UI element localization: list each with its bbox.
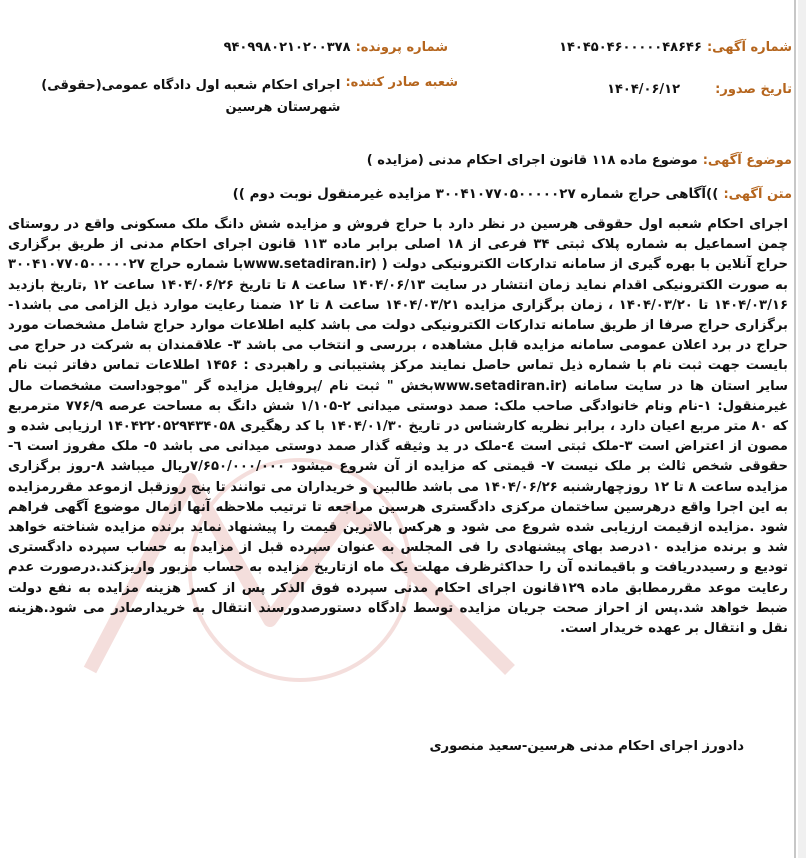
- vertical-scrollbar[interactable]: [798, 0, 806, 858]
- ad-text-heading-row: [233, 183, 792, 202]
- ad-number-value: ۱۴۰۴۵۰۴۶۰۰۰۰۰۴۸۶۴۶: [559, 40, 702, 55]
- issue-date-label: تاریخ صدور:: [715, 82, 792, 97]
- case-number-value: ۹۴۰۹۹۸۰۲۱۰۲۰۰۳۷۸: [223, 40, 351, 55]
- case-number-row: [224, 36, 448, 55]
- subject-row: [367, 149, 792, 168]
- subject-label: موضوع آگهی:: [702, 153, 792, 168]
- ad-number-label: شماره آگهی:: [706, 40, 792, 55]
- ad-number-row: [559, 36, 792, 55]
- issuer-row: [40, 75, 458, 119]
- ad-body-text: اجرای احکام شعبه اول حقوقی هرسین در نظر دارد با حراج فروش و مزایده شش دانگ ملک مسکونی واقع در روستای چمن اسماعیل به شماره پلاک ثبتی ۳۴ فرعی از ۱۸ اصلی برابر ماده ۱۱۳ قانون اجرای احکام مدنی از طریق برگزاری حراج آنلاین با بهره گیری از سامانه تدارکات الکترونیکی دولت ( (www.setadiran.irبا شماره حراج ۳۰۰۴۱۰۷۷۰۵۰۰۰۰۰۲۷ به صورت الکترونیکی اقدام نماید زمان انتشار در سایت ۱۴۰۴/۰۶/۱۳ ساعت ۸ تا تاریخ ۱۴۰۴/۰۶/۲۶ ساعت ۱۲ ,تاریخ بازدید ۱۴۰۴/۰۳/۱۶ تا ۱۴۰۴/۰۳/۲۰ ، زمان برگزاری مزایده ۱۴۰۴/۰۳/۲۱ ساعت ۸ تا ۱۲ ضمنا رعایت موارد ذیل الزامی می باشد۱- برگزاری حراج صرفا از طریق سامانه تدارکات الکترونیکی دولت می باشد کلیه اطلاعات موارد حراج شامل مشخصات مورد حراج در برد اعلان عمومی سامانه مزایده قابل مشاهده ، بررسی و انتخاب می باشد ۳- علاقمندان به شرکت در حراج می بایست جهت ثبت نام با شماره ذیل تماس حاصل نمایند مرکز پشتیبانی و راهبردی : ۱۴۵۶ اطلاعات تماس دفاتر ثبت نام سایر استان ها در سایت سامانه (www.setadiran.irبخش " ثبت نام /پروفایل مزایده گر "موجوداست مشخصات مال غیرمنقول: ۱-نام ونام خانوادگی صاحب ملک: صمد دوستی میدانی ۲-۱/۱۰۵ شش دانگ به مساحت عرصه ۷۷۶/۹ مترمربع که ۸۰ متر مربع اعیان دارد ، برابر نظریه کارشناس در تاریخ ۱۴۰۴/۰۱/۳۰ با کد رهگیری ۱۴۰۴۲۲۰۵۲۹۴۳۴۰۵۸ ارزیابی شده و مصون از اعتراض است ۳-ملک ثبتی است ٤-ملک در ید وثیقه گذار صمد دوستی میدانی می باشد ٥- ملک مفروز است ٦-حقوقی شخص ثالث بر ملک نیست ۷- قیمتی که مزایده از آن شروع میشود ۷/۶۵۰/۰۰۰/۰۰۰ریال میباشد ۸-روز برگزاری مزایده ساعت ۸ تا ۱۲ روزچهارشنبه ۱۴۰۴/۰۶/۲۶ می باشد طالبین و خریداران می توانند تا پنج روزقبل ازموعد مقررمزایده به این اجرا واقع درهرسین ساختمان مرکزی دادگستری هرسین مراجعه تا ترتیب ملاحظه آنها ازمال موضوع آگهی فراهم شود .مزایده ازقیمت ارزیابی شده شروع می شود و هرکس بالاترین قیمت را پیشنهاد نماید برنده مزایده شناخته خواهد شد و برنده مزایده ۱۰درصد بهای پیشنهادی را فی المجلس به عنوان سپرده قبل از مزایده به حساب سپرده دادگستری تودیع و رسیددریافت و باقیمانده آن را حداکثرظرف مهلت یک ماه ازتاریخ مزایده به حساب مزبور واریزکند.درصورت عدم رعایت موعد مقررمطابق ماده ۱۲۹قانون اجرای احکام مدنی سپرده فوق الذکر پس از کسر هزینه مزایده به نفع دولت ضبط خواهد شد.پس از احراز صحت جریان مزایده توسط دادگاه دستورصدورسند انتقال به خریدارصادر می شود.هزینه نقل و انتقال بر عهده خریدار است.: [8, 217, 789, 637]
- issue-date-row: [607, 78, 792, 97]
- signature: دادورز اجرای احکام مدنی هرسین-سعید منصوری: [429, 739, 744, 754]
- case-number-label: شماره پرونده:: [355, 40, 448, 55]
- subject-value: موضوع ماده ۱۱۸ قانون اجرای احکام مدنی (مزایده ): [366, 153, 698, 168]
- issuer-label: شعبه صادر کننده:: [345, 75, 458, 90]
- ad-text-title: ))آگاهی حراج شماره ۳۰۰۴۱۰۷۷۰۵۰۰۰۰۰۲۷ مزایده غیرمنقول نوبت دوم )): [232, 186, 719, 202]
- issue-date-value: ۱۴۰۴/۰۶/۱۲: [607, 82, 681, 97]
- issuer-value: اجرای احکام شعبه اول دادگاه عمومی(حقوقی) شهرستان هرسین: [41, 78, 341, 115]
- ad-text-label: متن آگهی:: [723, 187, 792, 202]
